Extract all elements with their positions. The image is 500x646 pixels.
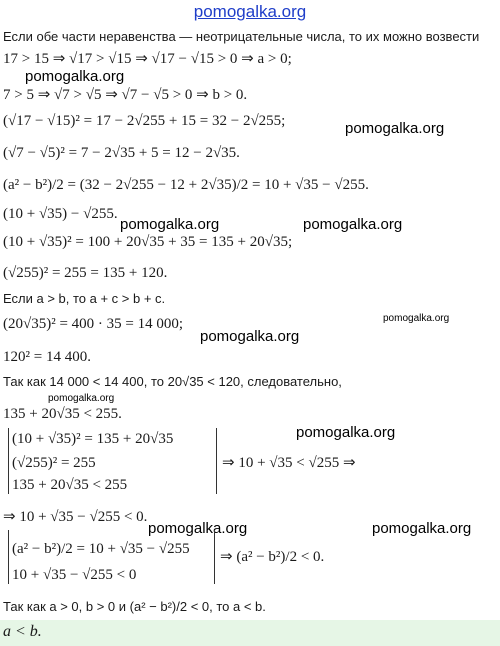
math-line: (√17 − √15)² = 17 − 2√255 + 15 = 32 − 2√255; <box>3 113 286 129</box>
answer-box <box>0 620 500 646</box>
math-line: (10 + √35)² = 100 + 20√35 + 35 = 135 + 20√35; <box>3 234 293 250</box>
math-line: (10 + √35) − √255. <box>3 206 118 222</box>
math-line: ⇒ (a² − b²)/2 < 0. <box>220 549 325 565</box>
watermark: pomogalka.org <box>48 393 115 404</box>
system-line: (a² − b²)/2 = 10 + √35 − √255 <box>12 541 190 557</box>
math-line: (√7 − √5)² = 7 − 2√35 + 5 = 12 − 2√35. <box>3 145 240 161</box>
system-line: (10 + √35)² = 135 + 20√35 <box>12 431 174 447</box>
watermark: pomogalka.org <box>148 520 248 537</box>
system-line: 135 + 20√35 < 255 <box>12 477 128 493</box>
math-line: ⇒ 10 + √35 − √255 < 0. <box>3 509 148 525</box>
math-line: (a² − b²)/2 = (32 − 2√255 − 12 + 2√35)/2 = 10 + √35 − √255. <box>3 177 369 193</box>
math-line: 17 > 15 ⇒ √17 > √15 ⇒ √17 − √15 > 0 ⇒ a > 0; <box>3 51 292 67</box>
text-line: Так как 14 000 < 14 400, то 20√35 < 120, следовательно, <box>3 374 342 389</box>
watermark: pomogalka.org <box>345 120 445 137</box>
watermark: pomogalka.org <box>200 328 300 345</box>
watermark: pomogalka.org <box>303 216 403 233</box>
system-right-bar <box>216 428 217 494</box>
watermark: pomogalka.org <box>372 520 472 537</box>
watermark: pomogalka.org <box>25 68 125 85</box>
system-left-brace <box>8 530 9 584</box>
text-line: Если a > b, то a + c > b + c. <box>3 291 166 306</box>
watermark-top: pomogalka.org <box>193 2 307 21</box>
text-line: Если обе части неравенства — неотрицательные числа, то их можно возвести <box>3 29 480 44</box>
text-line: Так как a > 0, b > 0 и (a² − b²)/2 < 0, то a < b. <box>3 599 266 614</box>
system-line: 10 + √35 − √255 < 0 <box>12 567 137 583</box>
math-line: (√255)² = 255 = 135 + 120. <box>3 265 168 281</box>
math-line: (20√35)² = 400 · 35 = 14 000; <box>3 316 184 332</box>
watermark: pomogalka.org <box>383 313 450 324</box>
answer-text: a < b. <box>3 623 42 640</box>
system-right-bar <box>214 530 215 584</box>
math-line: 135 + 20√35 < 255. <box>3 406 122 422</box>
system-left-brace <box>8 428 9 494</box>
math-line: 120² = 14 400. <box>3 349 91 365</box>
watermark: pomogalka.org <box>296 424 396 441</box>
math-line: 7 > 5 ⇒ √7 > √5 ⇒ √7 − √5 > 0 ⇒ b > 0. <box>3 87 248 103</box>
system-line: (√255)² = 255 <box>12 455 96 471</box>
math-line: ⇒ 10 + √35 < √255 ⇒ <box>222 455 356 471</box>
watermark: pomogalka.org <box>120 216 220 233</box>
